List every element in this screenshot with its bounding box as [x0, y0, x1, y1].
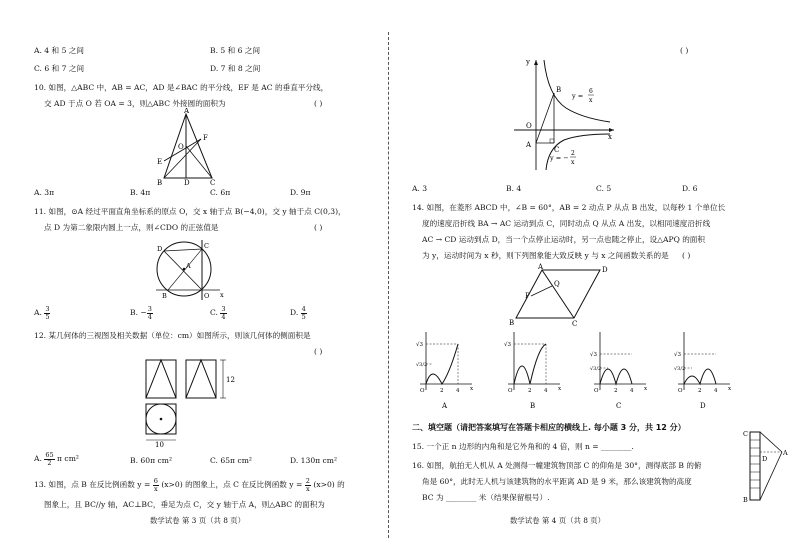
q14-graph-c-tick-2: 2: [614, 388, 618, 394]
right-page-footer: 数学试卷 第 4 页（共 8 页）: [510, 516, 606, 525]
q14-graph-a-tick-4: 4: [456, 388, 460, 394]
q14-graph-b-x: x: [558, 386, 562, 392]
q14-label-p: P: [525, 292, 530, 300]
q9-option-a: A. 4 和 5 之间: [34, 46, 84, 55]
q14-graph-b: [504, 332, 562, 410]
q11-option-a: A. $\frac{3}{5}$: [34, 305, 50, 321]
q14-graph-c: [590, 332, 648, 410]
q14-graph-a-tick-2: 2: [440, 388, 444, 394]
q14-graph-c-letter: C: [616, 402, 622, 410]
q14-graph-c-x: x: [644, 386, 648, 392]
q16-label-a: A: [783, 449, 788, 457]
q16-line-3: BC 为 ________ 米（结果保留根号）.: [422, 493, 550, 502]
q14-line-2: 度的速度沿折线 BA → AC 运动到点 C，同时动点 Q 从点 A 出发，以相同速度沿折线: [422, 219, 711, 228]
left-page-footer: 数学试卷 第 3 页（共 8 页）: [150, 516, 246, 525]
q13-label-a: A: [526, 141, 532, 149]
q13-option-d: D. 6: [682, 184, 698, 193]
q10-label-f: F: [203, 134, 208, 142]
q10-option-b: B. 4π: [130, 188, 151, 197]
q14-label-q: Q: [554, 280, 560, 288]
q12-option-d: D. 130π cm²: [290, 456, 338, 465]
q10-line-1: 10. 如图，△ABC 中，AB = AC，AD 是∠BAC 的平分线，EF 是 AC 的垂直平分线，: [34, 83, 329, 92]
q10-line-2: 交 AD 于点 O 若 OA = 3，则△ABC 外接圆的面积为: [44, 99, 226, 108]
q11-label-x: x: [220, 291, 224, 299]
q16-line-1: 16. 如图，航拍无人机从 A 处测得一幢建筑物顶部 C 的仰角是 30°，测得底部 B 的俯: [412, 461, 702, 470]
q16-label-d: D: [762, 455, 768, 463]
q13-label-x: x: [608, 133, 612, 141]
q14-graph-d-r3: √3: [674, 352, 682, 358]
q10-option-d: D. 9π: [290, 188, 311, 197]
q11-circle-figure: [150, 234, 230, 302]
q11-option-c: C. $\frac{3}{4}$: [210, 305, 226, 321]
q11-line-2: 点 D 为第二象限内圆上一点，则∠CDO 的正弦值是: [44, 223, 219, 232]
q10-label-b: B: [157, 179, 163, 186]
q14-line-4: 为 y，运动时间为 x 秒，则下列图象能大致反映 y 与 x 之间函数关系的是: [422, 251, 669, 260]
q14-graph-b-tick-2: 2: [528, 388, 532, 394]
q14-graph-c-r3: √3: [590, 352, 598, 358]
q10-label-c: C: [210, 179, 216, 186]
q13-label-o: O: [526, 122, 532, 130]
q14-graph-c-r3h: √3/2: [590, 366, 602, 372]
q14-label-a: A: [538, 263, 544, 271]
q13-function-1: y =: [572, 92, 584, 100]
q13-function-1-num: 6: [589, 88, 593, 95]
page-divider: [388, 32, 389, 538]
q12-answer-paren: ( ): [314, 347, 323, 356]
q14-label-d: D: [602, 266, 608, 274]
q14-graph-a-origin: O: [420, 388, 425, 394]
q14-graph-a-r3h: √3/2: [416, 362, 428, 368]
q13-option-c: C. 5: [596, 184, 612, 193]
q14-graph-d-tick-4: 4: [714, 388, 718, 394]
q11-label-c: C: [204, 242, 209, 250]
q16-label-b: B: [743, 496, 748, 504]
left-page: [0, 0, 386, 560]
q13-function-2-den: x: [571, 159, 575, 166]
section-2-heading: 二、填空题（请把答案填写在答题卡相应的横线上. 每小题 3 分，共 12 分）: [412, 423, 686, 432]
q10-label-d: D: [184, 179, 190, 186]
q14-graph-d-r3h: √3/2: [674, 366, 686, 372]
q11-option-b: B. − $\frac{3}{4}$: [130, 305, 152, 321]
q13-label-b: B: [556, 86, 562, 94]
q10-option-c: C. 6π: [210, 188, 231, 197]
q14-graph-a-letter: A: [442, 402, 448, 410]
q14-graph-a: [416, 332, 474, 410]
q13-line-2: 图象上，且 BC//y 轴，AC⊥BC，垂足为点 C，交 y 轴于点 A，则△ABC 的面积为: [44, 500, 325, 509]
q9-option-d: D. 7 和 8 之间: [210, 64, 261, 73]
q11-label-d: D: [157, 245, 163, 253]
q14-graph-c-origin: O: [594, 388, 599, 394]
q9-option-b: B. 5 和 6 之间: [210, 46, 261, 55]
q14-graph-d-letter: D: [700, 402, 706, 410]
q14-answer-paren: ( ): [682, 251, 691, 260]
q10-answer-paren: ( ): [314, 99, 323, 108]
q11-label-b: B: [162, 292, 167, 300]
q13-function-2: y = −: [550, 154, 569, 162]
q13-answer-paren: ( ): [680, 46, 689, 55]
q13-line-1: 13. 如图，点 B 在反比例函数 y = $\frac{6}{x}$ (x>0) 的图象上，点 C 在反比例函数 y = $\frac{2}{x}$ (x>0) 的: [34, 477, 345, 493]
q14-line-3: AC → CD 运动到点 D，当一个点停止运动时，另一点也随之停止，设△APQ 的面积: [422, 235, 705, 244]
q11-line-1: 11. 如图，⊙A 经过平面直角坐标系的原点 O，交 x 轴于点 B(−4,0)，交 y 轴于点 C(0,3)，: [34, 207, 346, 216]
q10-triangle-figure: [150, 108, 240, 186]
q14-graph-b-tick-4: 4: [544, 388, 548, 394]
q14-line-1: 14. 如图，在菱形 ABCD 中，∠B = 60°，AB = 2 动点 P 从点 B 出发，以每秒 1 个单位长: [412, 203, 726, 212]
q14-graph-d-origin: O: [678, 388, 683, 394]
q11-label-o: O: [204, 292, 210, 300]
q16-line-2: 角是 60°，此时无人机与该建筑物的水平距离 AD 是 9 米，那么该建筑物的高度: [422, 477, 692, 486]
q12-option-c: C. 65π cm²: [210, 456, 252, 465]
q9-option-c: C. 6 和 7 之间: [34, 64, 85, 73]
q16-building-figure: [740, 428, 790, 504]
q14-rhombus-figure: [508, 262, 618, 328]
q14-graph-b-r3: √3: [504, 342, 512, 348]
q13-option-a: A. 3: [412, 184, 428, 193]
q14-graph-d-tick-2: 2: [698, 388, 702, 394]
q14-graph-b-origin: O: [508, 388, 513, 394]
q14-graph-a-r3: √3: [416, 342, 424, 348]
q13-label-c: C: [554, 146, 560, 154]
q10-label-e: E: [157, 158, 163, 166]
q14-graph-c-tick-4: 4: [630, 388, 634, 394]
q14-answer-graphs: [400, 328, 794, 414]
q14-graph-a-x: x: [470, 386, 474, 392]
q15-text: 15. 一个正 n 边形的内角和是它外角和的 4 倍，则 n = ________.: [412, 442, 634, 451]
q12-option-b: B. 60π cm²: [130, 456, 172, 465]
q11-label-a: A: [186, 262, 191, 270]
q10-option-a: A. 3π: [34, 188, 55, 197]
q11-option-d: D. $\frac{4}{5}$: [290, 305, 306, 321]
q10-label-o: O: [178, 143, 184, 151]
q10-label-a: A: [184, 108, 190, 115]
q14-graph-d: [674, 332, 732, 410]
q14-label-b: B: [509, 319, 515, 327]
q14-graph-b-letter: B: [530, 402, 536, 410]
q14-label-c: C: [572, 320, 578, 328]
right-page: [400, 0, 794, 560]
q14-graph-d-x: x: [728, 386, 732, 392]
q16-label-c: C: [743, 430, 748, 438]
q11-answer-paren: ( ): [314, 223, 323, 232]
q12-option-a: A. $\frac{65}{2}$ π cm²: [34, 451, 79, 467]
q12-height-label: 12: [226, 376, 235, 384]
q13-label-y: y: [526, 58, 530, 66]
q12-line-1: 12. 某几何体的三视图及相关数据（单位：cm）如图所示，则该几何体的侧面积是: [34, 331, 311, 340]
q12-three-views-figure: [140, 356, 250, 452]
q13-hyperbola-figure: [510, 56, 620, 174]
q13-function-2-num: 2: [571, 150, 575, 157]
q13-option-b: B. 4: [506, 184, 522, 193]
q12-width-label: 10: [155, 441, 164, 449]
q13-function-1-den: x: [589, 97, 593, 104]
